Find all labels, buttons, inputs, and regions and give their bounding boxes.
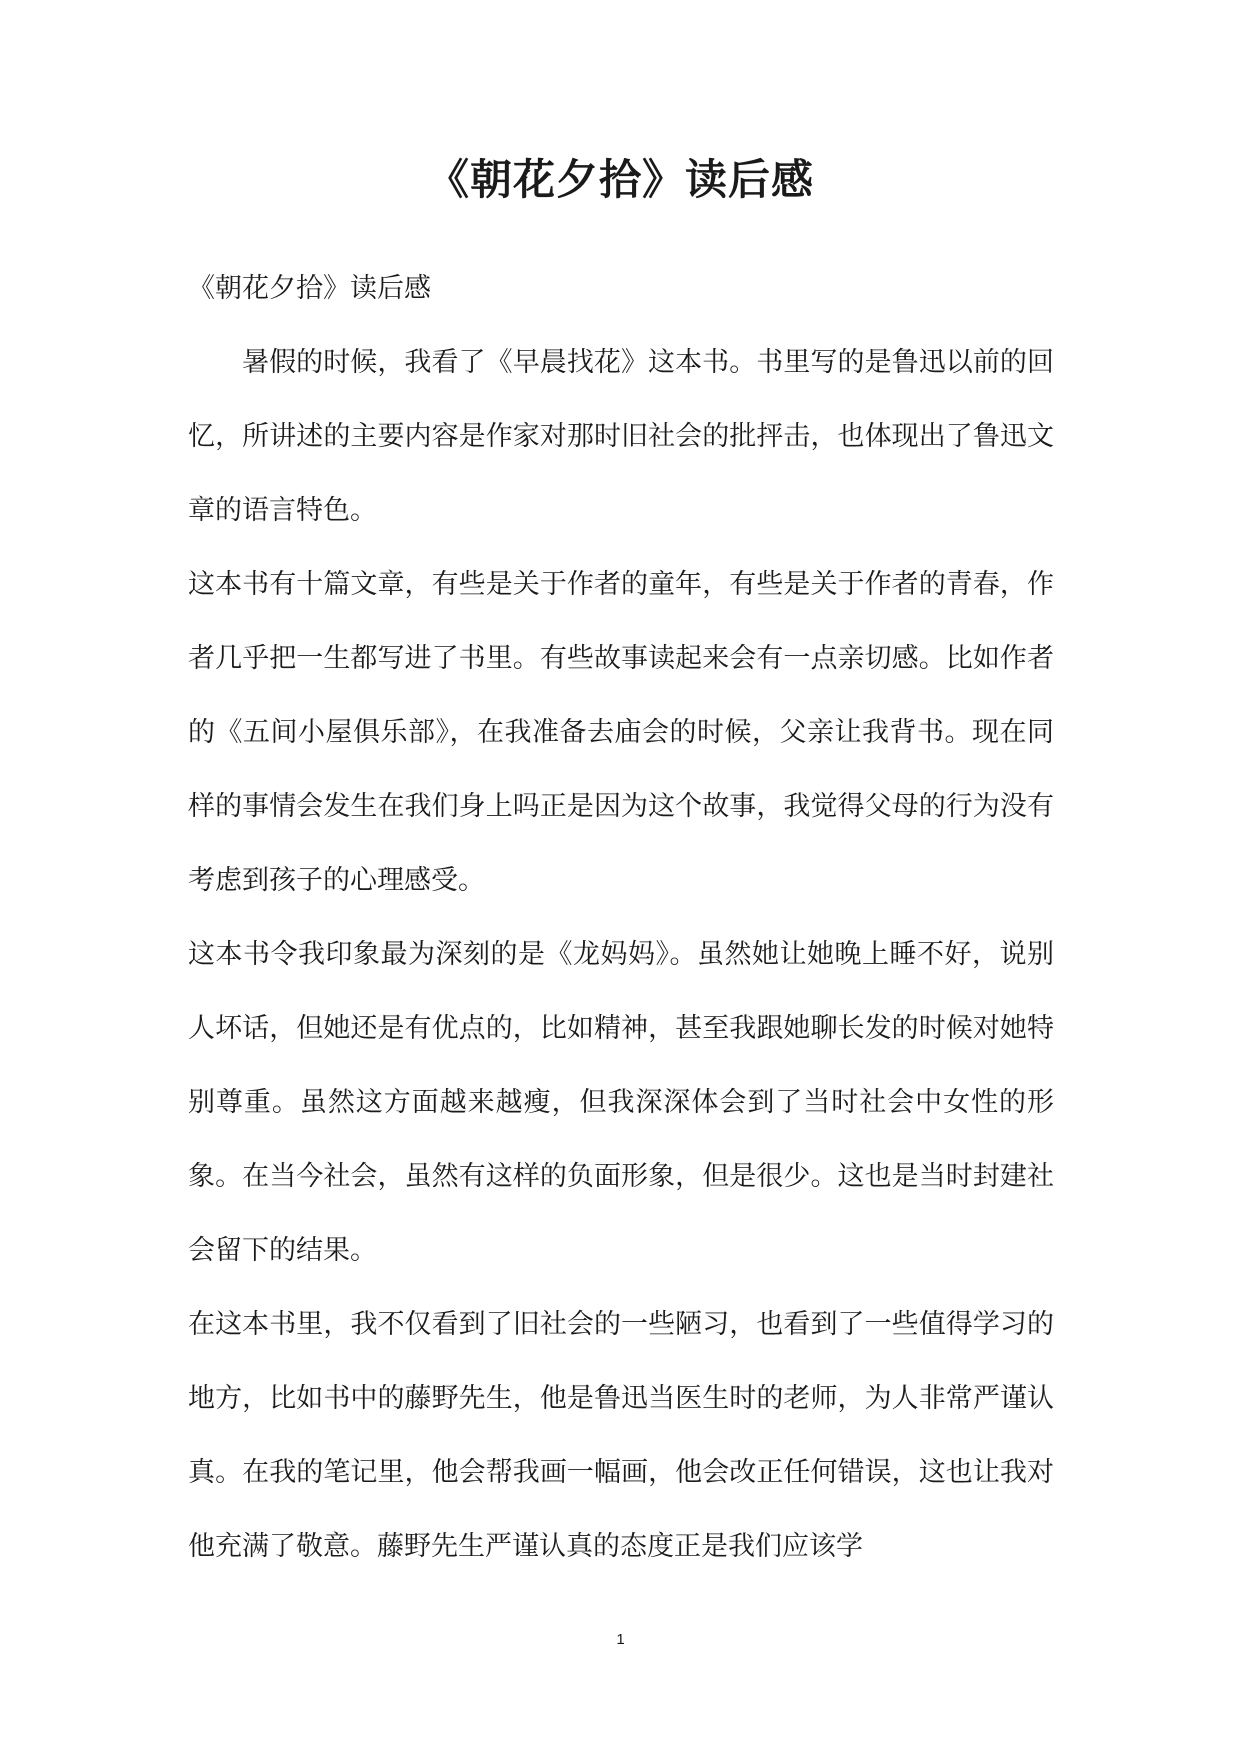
subtitle-paragraph: 《朝花夕拾》读后感 [188, 273, 431, 304]
document-title: 《朝花夕拾》读后感 [426, 155, 814, 204]
body-paragraph: 这本书令我印象最为深刻的是《龙妈妈》。虽然她让她晚上睡不好，说别人坏话，但她还是有优点的，比如精神，甚至我跟她聊长发的时候对她特别尊重。虽然这方面越来越瘦，但我深深体会到了当时社会中女性的形象。在当今社会，虽然有这样的负面形象，但是很少。这也是当时封建社会留下的结果。 [188, 939, 1054, 1266]
body-paragraph: 暑假的时候，我看了《早晨找花》这本书。书里写的是鲁迅以前的回忆，所讲述的主要内容是作家对那时旧社会的批抨击，也体现出了鲁迅文章的语言特色。 [188, 347, 1054, 526]
body-paragraph: 这本书有十篇文章，有些是关于作者的童年，有些是关于作者的青春，作者几乎把一生都写进了书里。有些故事读起来会有一点亲切感。比如作者的《五间小屋俱乐部》，在我准备去庙会的时候，父亲让我背书。现在同样的事情会发生在我们身上吗正是因为这个故事，我觉得父母的行为没有考虑到孩子的心理感受。 [188, 569, 1054, 896]
page-number: 1 [616, 1631, 625, 1648]
body-paragraph: 在这本书里，我不仅看到了旧社会的一些陋习，也看到了一些值得学习的地方，比如书中的藤野先生，他是鲁迅当医生时的老师，为人非常严谨认真。在我的笔记里，他会帮我画一幅画，他会改正任何错误，这也让我对他充满了敬意。藤野先生严谨认真的态度正是我们应该学 [188, 1309, 1054, 1562]
document-body [188, 252, 1054, 1584]
